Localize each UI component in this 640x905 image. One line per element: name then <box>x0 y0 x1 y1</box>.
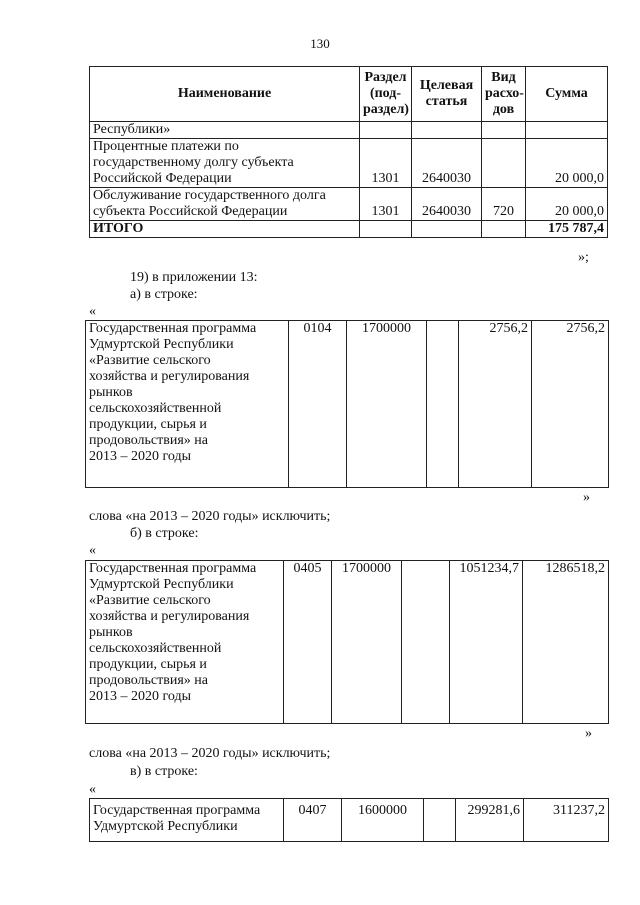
table-row <box>90 139 608 188</box>
program-name-line: 2013 – 2020 годы <box>89 689 192 704</box>
row-a-table <box>85 320 609 488</box>
header-section-line: раздел) <box>363 102 409 117</box>
row-name-line: субъекта Российской Федерации <box>93 204 288 219</box>
row-target: 2640030 <box>412 139 482 188</box>
row-section: 0407 <box>284 799 342 842</box>
table-row <box>86 321 609 488</box>
row-type: 720 <box>482 188 526 221</box>
row-target: 1700000 <box>347 321 427 488</box>
row-sum <box>526 122 608 139</box>
program-name-line: Государственная программа <box>93 803 261 818</box>
row-sum-2: 2756,2 <box>532 321 609 488</box>
total-sum: 175 787,4 <box>526 221 608 238</box>
program-name-line: продовольствия» на <box>89 433 208 448</box>
program-name-line: продовольствия» на <box>89 673 208 688</box>
closing-quote: »; <box>578 250 589 265</box>
close-quote: » <box>583 490 590 505</box>
program-name-line: Удмуртской Республики <box>89 577 234 592</box>
row-target <box>412 122 482 139</box>
header-target-line: статья <box>425 94 468 109</box>
header-type-line: Вид <box>491 70 516 85</box>
program-name-line: хозяйства и регулирования <box>89 369 250 384</box>
header-sum: Сумма <box>526 67 608 122</box>
header-name: Наименование <box>90 67 360 122</box>
row-name-line: государственному долгу субъекта <box>93 155 294 170</box>
program-name-line: продукции, сырья и <box>89 417 207 432</box>
header-section <box>360 67 412 122</box>
open-quote: « <box>89 543 96 558</box>
row-sum-1: 1051234,7 <box>450 561 523 724</box>
program-name <box>86 321 289 488</box>
item-a-label: а) в строке: <box>130 287 198 302</box>
row-section <box>360 122 412 139</box>
table-header-row <box>90 67 608 122</box>
row-name <box>90 188 360 221</box>
row-sum-1: 299281,6 <box>456 799 524 842</box>
row-sum: 20 000,0 <box>526 139 608 188</box>
row-section: 1301 <box>360 188 412 221</box>
row-section: 0405 <box>284 561 332 724</box>
close-quote: » <box>585 726 592 741</box>
open-quote: « <box>89 782 96 797</box>
row-section: 1301 <box>360 139 412 188</box>
program-name-line: Удмуртской Республики <box>93 819 238 834</box>
row-name <box>90 122 360 139</box>
row-name <box>90 139 360 188</box>
program-name-line: сельскохозяйственной <box>89 401 222 416</box>
program-name-line: «Развитие сельского <box>89 593 211 608</box>
row-type <box>402 561 450 724</box>
header-section-line: (под- <box>369 86 402 101</box>
header-target-line: Целевая <box>419 78 474 93</box>
program-name-line: хозяйства и регулирования <box>89 609 250 624</box>
header-type <box>482 67 526 122</box>
total-empty <box>360 221 412 238</box>
program-name-line: Государственная программа <box>89 321 257 336</box>
table-row <box>90 122 608 139</box>
header-type-line: расхо- <box>485 86 524 101</box>
row-c-table <box>89 798 609 842</box>
program-name-line: «Развитие сельского <box>89 353 211 368</box>
row-sum-2: 1286518,2 <box>523 561 609 724</box>
row-sum-2: 311237,2 <box>524 799 609 842</box>
item-19-intro: 19) в приложении 13: <box>130 270 258 285</box>
row-name-line: Процентные платежи по <box>93 139 239 154</box>
table-row <box>90 188 608 221</box>
program-name-line: продукции, сырья и <box>89 657 207 672</box>
program-name-line: рынков <box>89 625 133 640</box>
row-b-table <box>85 560 609 724</box>
row-sum: 20 000,0 <box>526 188 608 221</box>
row-sum-1: 2756,2 <box>459 321 532 488</box>
header-target <box>412 67 482 122</box>
row-type <box>482 122 526 139</box>
row-name-line: Республики» <box>93 122 171 137</box>
row-name-line: Российской Федерации <box>93 171 232 186</box>
page-number: 130 <box>310 36 330 51</box>
row-target: 2640030 <box>412 188 482 221</box>
program-name <box>90 799 284 842</box>
item-c-label: в) в строке: <box>130 764 198 779</box>
table-row <box>90 799 609 842</box>
row-target: 1700000 <box>332 561 402 724</box>
row-name-line: Обслуживание государственного долга <box>93 188 326 203</box>
expense-table <box>89 66 608 238</box>
item-b-label: б) в строке: <box>130 526 199 541</box>
row-section: 0104 <box>289 321 347 488</box>
program-name <box>86 561 284 724</box>
header-section-line: Раздел <box>364 70 407 85</box>
total-row <box>90 221 608 238</box>
row-type <box>424 799 456 842</box>
row-target: 1600000 <box>342 799 424 842</box>
total-empty <box>412 221 482 238</box>
program-name-line: Удмуртской Республики <box>89 337 234 352</box>
item-b-text: слова «на 2013 – 2020 годы» исключить; <box>89 746 331 761</box>
row-type <box>482 139 526 188</box>
header-type-line: дов <box>492 102 515 117</box>
table-row <box>86 561 609 724</box>
total-empty <box>482 221 526 238</box>
item-a-text: слова «на 2013 – 2020 годы» исключить; <box>89 509 331 524</box>
program-name-line: Государственная программа <box>89 561 257 576</box>
total-label: ИТОГО <box>90 221 360 238</box>
open-quote: « <box>89 304 96 319</box>
row-type <box>427 321 459 488</box>
program-name-line: рынков <box>89 385 133 400</box>
program-name-line: сельскохозяйственной <box>89 641 222 656</box>
program-name-line: 2013 – 2020 годы <box>89 449 192 464</box>
